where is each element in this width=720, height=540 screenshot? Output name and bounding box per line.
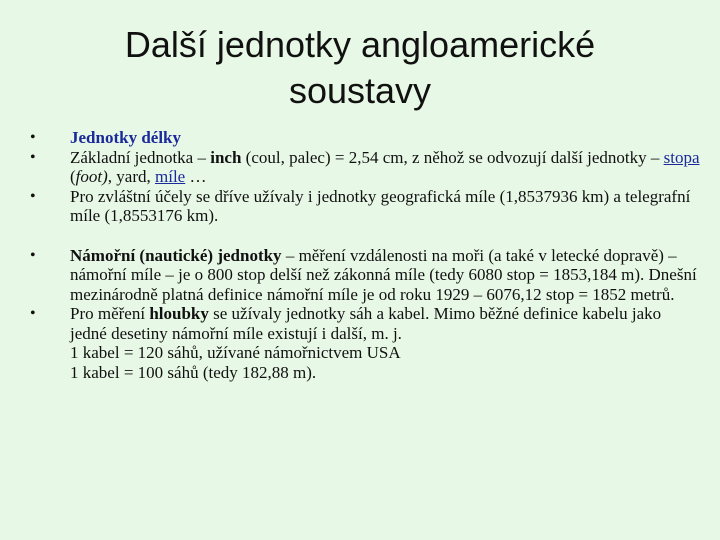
text-run: Základní jednotka – <box>70 147 211 167</box>
link-stopa[interactable]: stopa <box>663 147 700 167</box>
section-heading: Námořní (nautické) jednotky <box>70 245 282 265</box>
bold-term: inch <box>210 147 242 167</box>
link-mile[interactable]: míle <box>155 167 186 186</box>
text-run: Pro měření <box>70 304 150 323</box>
text-line: 1 kabel = 120 sáhů, užívané námořnictvem USA <box>70 343 401 362</box>
bullet-list <box>30 128 702 382</box>
text-run: , yard, <box>107 167 155 186</box>
list-item <box>30 148 702 187</box>
slide-title-line-2: soustavy <box>288 70 432 111</box>
list-item <box>30 187 702 226</box>
text-run: … <box>185 167 207 186</box>
bullet-icon: • <box>30 305 36 322</box>
text-run: (coul, palec) = 2,54 cm, z něhož se odvozují další jednotky – <box>241 147 664 167</box>
slide-title-line-1: Další jednotky angloamerické <box>124 24 596 65</box>
list-item <box>30 246 702 305</box>
italic-term: foot) <box>75 167 108 186</box>
bullet-icon: • <box>30 148 36 166</box>
text-run: ( <box>70 167 76 186</box>
bold-term: hloubky <box>149 304 209 323</box>
section-heading: Jednotky délky <box>70 128 181 147</box>
spacer <box>30 226 702 246</box>
text-run: – měření vzdálenosti na moři (a také v letecké dopravě) – námořní míle – je o 800 stop delší než zákonná míle (tedy 6080 stop = 1853,184 m). Dnešní mezinárodně platná definice námořní míle je od roku 1929 – 6076,12 stop = 1852 metrů. <box>70 245 697 304</box>
slide-title <box>40 22 680 114</box>
list-item-text: Pro zvláštní účely se dříve užívaly i jednotky geografická míle (1,8537936 km) a telegrafní míle (1,8553176 km). <box>70 186 691 225</box>
text-run: se užívaly jednotky sáh a kabel. Mimo běžné definice kabelu jako jedné desetiny námořní míle existují i další, m. j. <box>70 304 662 343</box>
bullet-icon: • <box>30 246 36 264</box>
list-item <box>30 128 702 148</box>
bullet-icon: • <box>30 129 36 146</box>
list-item <box>30 304 702 382</box>
text-line: 1 kabel = 100 sáhů (tedy 182,88 m). <box>70 362 317 382</box>
bullet-icon: • <box>30 187 36 205</box>
